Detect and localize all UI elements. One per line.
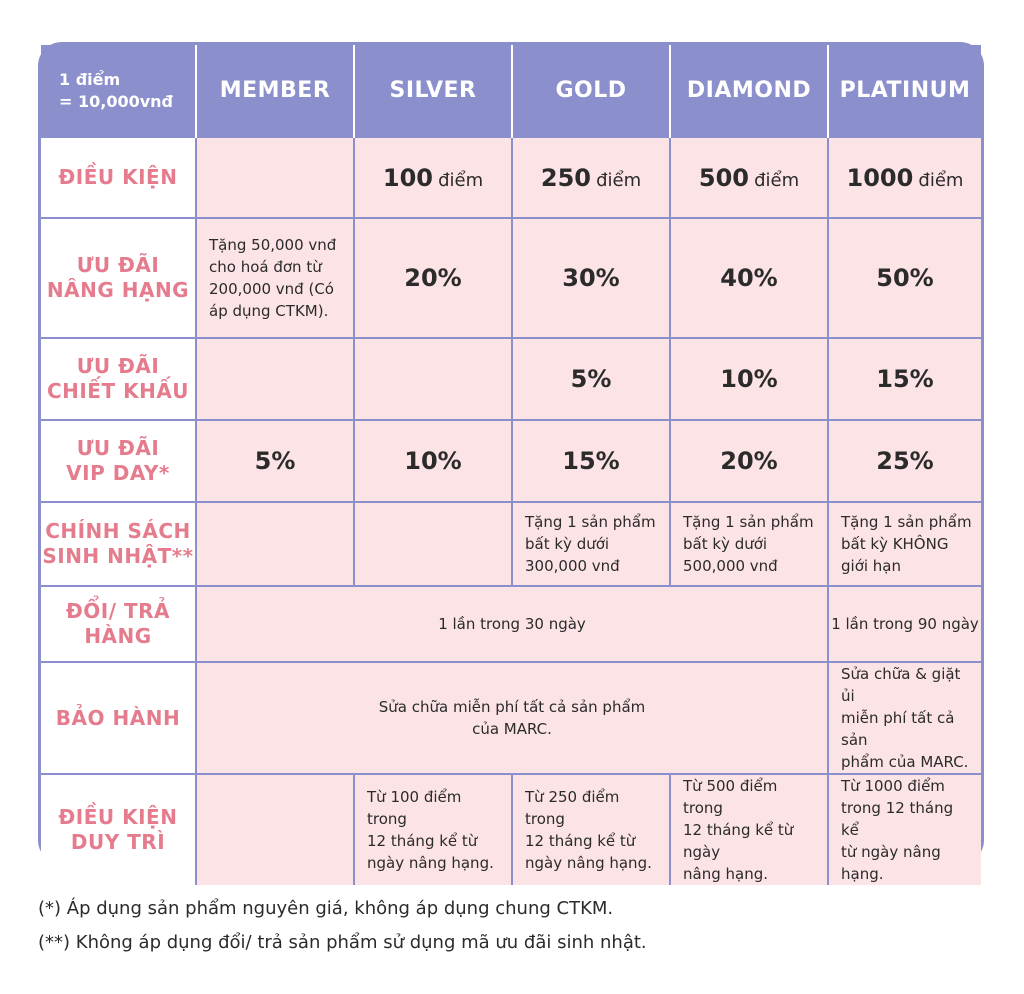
warranty-standard-line: của MARC. [472,720,552,738]
birthday-silver [354,502,512,586]
birthday-member [196,502,354,586]
warranty-platinum-line: phẩm của MARC. [841,753,969,771]
upgrade-gold: 30% [512,218,670,338]
membership-table [38,42,984,883]
tier-header-platinum: PLATINUM [828,45,981,137]
requirement-unit: điểm [596,169,642,191]
birthday-gold [512,502,670,586]
tier-benefits-table [41,45,981,885]
maintain-diamond-line: Từ 500 điểm trong [683,777,778,817]
upgrade-silver: 20% [354,218,512,338]
maintain-label [41,774,196,885]
vipday-diamond: 20% [670,420,828,502]
maintain-silver-line: Từ 100 điểm trong [367,788,462,828]
maintain-silver [354,774,512,885]
warranty-row [41,662,981,774]
discount-label-line1: ƯU ĐÃI [76,354,160,378]
exchange-row [41,586,981,662]
maintain-gold [512,774,670,885]
requirement-silver-value: 100 [382,163,433,192]
requirement-unit: điểm [918,169,964,191]
exchange-standard: 1 lần trong 30 ngày [196,586,828,662]
upgrade-label-line1: ƯU ĐÃI [76,253,160,277]
upgrade-member-line: cho hoá đơn từ [209,258,322,276]
points-rate-header [41,45,196,137]
maintain-label-line2: DUY TRÌ [70,830,166,854]
maintain-platinum [828,774,981,885]
maintain-platinum-line: Từ 1000 điểm [841,777,945,795]
upgrade-diamond: 40% [670,218,828,338]
discount-member [196,338,354,420]
upgrade-member [196,218,354,338]
birthday-label [41,502,196,586]
upgrade-member-line: Tặng 50,000 vnđ [209,236,337,254]
birthday-diamond-line: Tặng 1 sản phẩm [683,513,814,531]
maintain-gold-line: 12 tháng kể từ [525,832,636,850]
requirement-platinum [828,137,981,218]
upgrade-member-line: áp dụng CTKM). [209,302,329,320]
discount-row [41,338,981,420]
vipday-label-line1: ƯU ĐÃI [76,436,160,460]
discount-label-line2: CHIẾT KHẤU [46,379,190,403]
vipday-member: 5% [196,420,354,502]
warranty-platinum [828,662,981,774]
birthday-diamond-line: bất kỳ dưới [683,535,768,553]
tier-header-silver: SILVER [354,45,512,137]
requirement-member [196,137,354,218]
footnote-birthday: (**) Không áp dụng đổi/ trả sản phẩm sử dụng mã ưu đãi sinh nhật. [38,932,647,953]
requirement-unit: điểm [754,169,800,191]
discount-silver [354,338,512,420]
upgrade-label [41,218,196,338]
birthday-gold-line: Tặng 1 sản phẩm [525,513,656,531]
warranty-standard-line: Sửa chữa miễn phí tất cả sản phẩm [378,698,646,716]
upgrade-label-line2: NÂNG HẠNG [46,278,190,302]
requirement-diamond-value: 500 [698,163,749,192]
warranty-label [41,662,196,774]
maintain-gold-line: Từ 250 điểm trong [525,788,620,828]
header-row [41,45,981,137]
maintain-label-line1: ĐIỀU KIỆN [58,805,178,829]
maintain-platinum-line: từ ngày nâng hạng. [841,843,941,883]
birthday-row [41,502,981,586]
maintain-member [196,774,354,885]
requirement-row [41,137,981,218]
exchange-platinum: 1 lần trong 90 ngày [828,586,981,662]
points-rate-line1: 1 điểm [59,69,121,89]
points-rate-line2: = 10,000vnđ [59,91,173,111]
birthday-label-line1: CHÍNH SÁCH [45,519,191,543]
requirement-gold-value: 250 [540,163,591,192]
birthday-platinum-line: giới hạn [841,557,902,575]
discount-gold: 5% [512,338,670,420]
exchange-label [41,586,196,662]
warranty-platinum-line: miễn phí tất cả sản [841,709,955,749]
birthday-platinum-line: Tặng 1 sản phẩm [841,513,972,531]
birthday-diamond-line: 500,000 vnđ [683,557,778,575]
exchange-label-line1: ĐỔI/ TRẢ [66,599,170,623]
birthday-gold-line: 300,000 vnđ [525,557,620,575]
birthday-label-line2: SINH NHẬT** [42,544,194,568]
warranty-standard [196,662,828,774]
discount-platinum: 15% [828,338,981,420]
tier-header-gold: GOLD [512,45,670,137]
vipday-label-line2: VIP DAY* [66,461,170,485]
requirement-unit: điểm [438,169,484,191]
requirement-gold [512,137,670,218]
maintain-diamond [670,774,828,885]
upgrade-row [41,218,981,338]
birthday-gold-line: bất kỳ dưới [525,535,610,553]
discount-diamond: 10% [670,338,828,420]
birthday-diamond [670,502,828,586]
upgrade-member-line: 200,000 vnđ (Có [209,280,334,298]
vipday-silver: 10% [354,420,512,502]
footnote-vipday: (*) Áp dụng sản phẩm nguyên giá, không áp dụng chung CTKM. [38,898,614,919]
maintain-diamond-line: 12 tháng kể từ ngày [683,821,794,861]
requirement-label-text: ĐIỀU KIỆN [58,165,178,189]
requirement-platinum-value: 1000 [846,163,914,192]
maintain-row [41,774,981,885]
maintain-silver-line: 12 tháng kể từ [367,832,478,850]
requirement-label [41,137,196,218]
birthday-platinum [828,502,981,586]
tier-header-member: MEMBER [196,45,354,137]
upgrade-platinum: 50% [828,218,981,338]
exchange-label-line2: HÀNG [84,624,152,648]
vipday-row [41,420,981,502]
discount-label [41,338,196,420]
requirement-diamond [670,137,828,218]
warranty-platinum-line: Sửa chữa & giặt ủi [841,665,961,705]
requirement-silver [354,137,512,218]
vipday-label [41,420,196,502]
maintain-diamond-line: nâng hạng. [683,865,768,883]
birthday-platinum-line: bất kỳ KHÔNG [841,535,949,553]
maintain-gold-line: ngày nâng hạng. [525,854,652,872]
vipday-platinum: 25% [828,420,981,502]
warranty-label-text: BẢO HÀNH [55,705,181,730]
maintain-silver-line: ngày nâng hạng. [367,854,494,872]
maintain-platinum-line: trong 12 tháng kể [841,799,954,839]
vipday-gold: 15% [512,420,670,502]
tier-header-diamond: DIAMOND [670,45,828,137]
